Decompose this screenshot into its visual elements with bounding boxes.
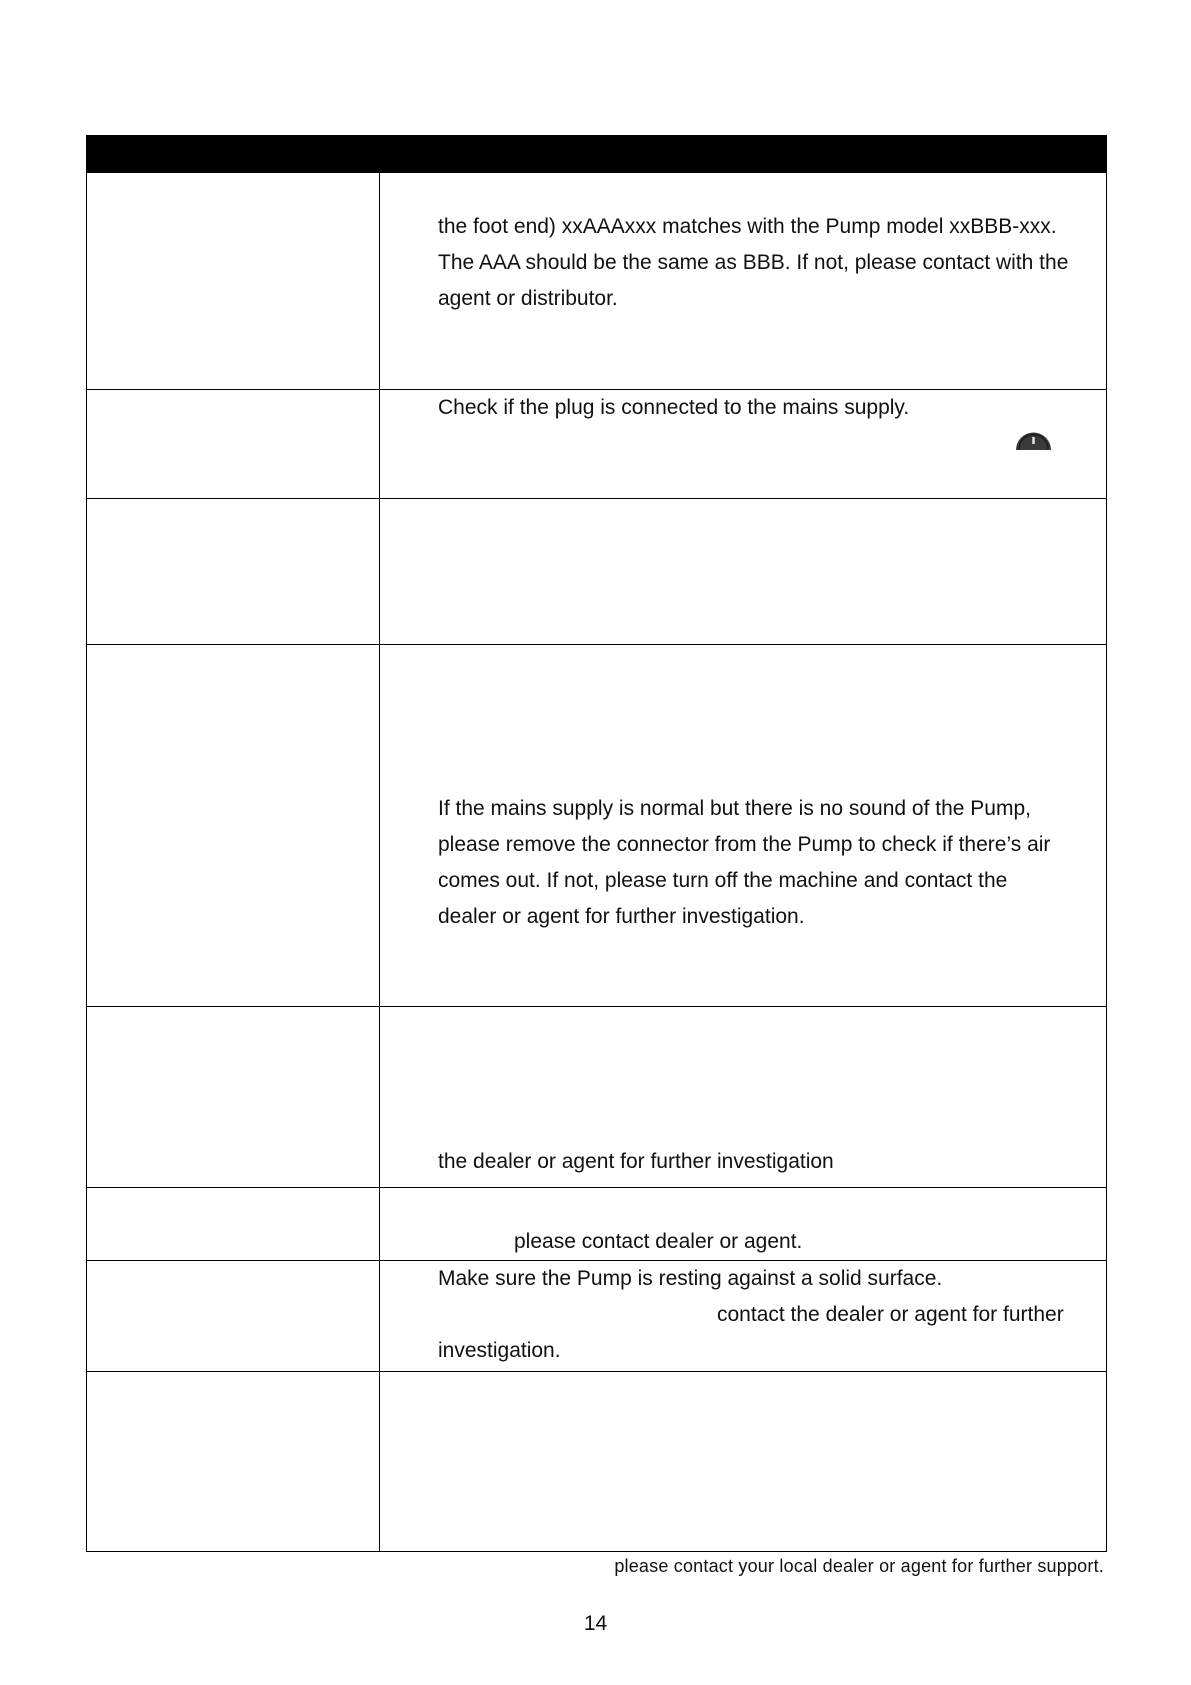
solution-text: Check if the plug is connected to the mains supply. xyxy=(438,396,910,419)
table-row xyxy=(87,173,1106,390)
table-row xyxy=(87,1261,1106,1372)
column-divider xyxy=(379,1188,380,1260)
column-divider xyxy=(379,499,380,644)
solution-text: the foot end) xxAAAxxx matches with the Pump model xxBBB-xxx. The AAA should be the same as BBB. If not, please contact with the agent or distributor. xyxy=(438,215,1069,310)
solution-text: please contact dealer or agent. xyxy=(514,1230,803,1253)
table-row xyxy=(87,1188,1106,1261)
table-row xyxy=(87,645,1106,1007)
column-divider xyxy=(379,1372,380,1551)
column-divider xyxy=(379,390,380,498)
solution-text: the dealer or agent for further investigation xyxy=(438,1150,834,1173)
table-header-bar xyxy=(87,135,1106,173)
column-divider xyxy=(379,1007,380,1187)
power-button-icon xyxy=(1015,430,1052,450)
page-number: 14 xyxy=(583,1612,608,1635)
footnote-text: please contact your local dealer or agent for further support. xyxy=(614,1556,1104,1576)
solution-text-line: contact the dealer or agent for further xyxy=(717,1303,1064,1326)
solution-text-line: investigation. xyxy=(438,1339,561,1362)
troubleshooting-table xyxy=(86,135,1107,1552)
column-divider xyxy=(379,173,380,389)
solution-text-line: Make sure the Pump is resting against a solid surface. xyxy=(438,1267,943,1290)
column-divider xyxy=(379,645,380,1006)
table-row xyxy=(87,1372,1106,1552)
table-row xyxy=(87,390,1106,499)
table-row xyxy=(87,499,1106,645)
table-row xyxy=(87,1007,1106,1188)
solution-text: If the mains supply is normal but there is no sound of the Pump, please remove the connector from the Pump to check if there’s air comes out. If not, please turn off the machine and contact the dealer or agent for further investigation. xyxy=(438,797,1051,928)
column-divider xyxy=(379,1261,380,1371)
